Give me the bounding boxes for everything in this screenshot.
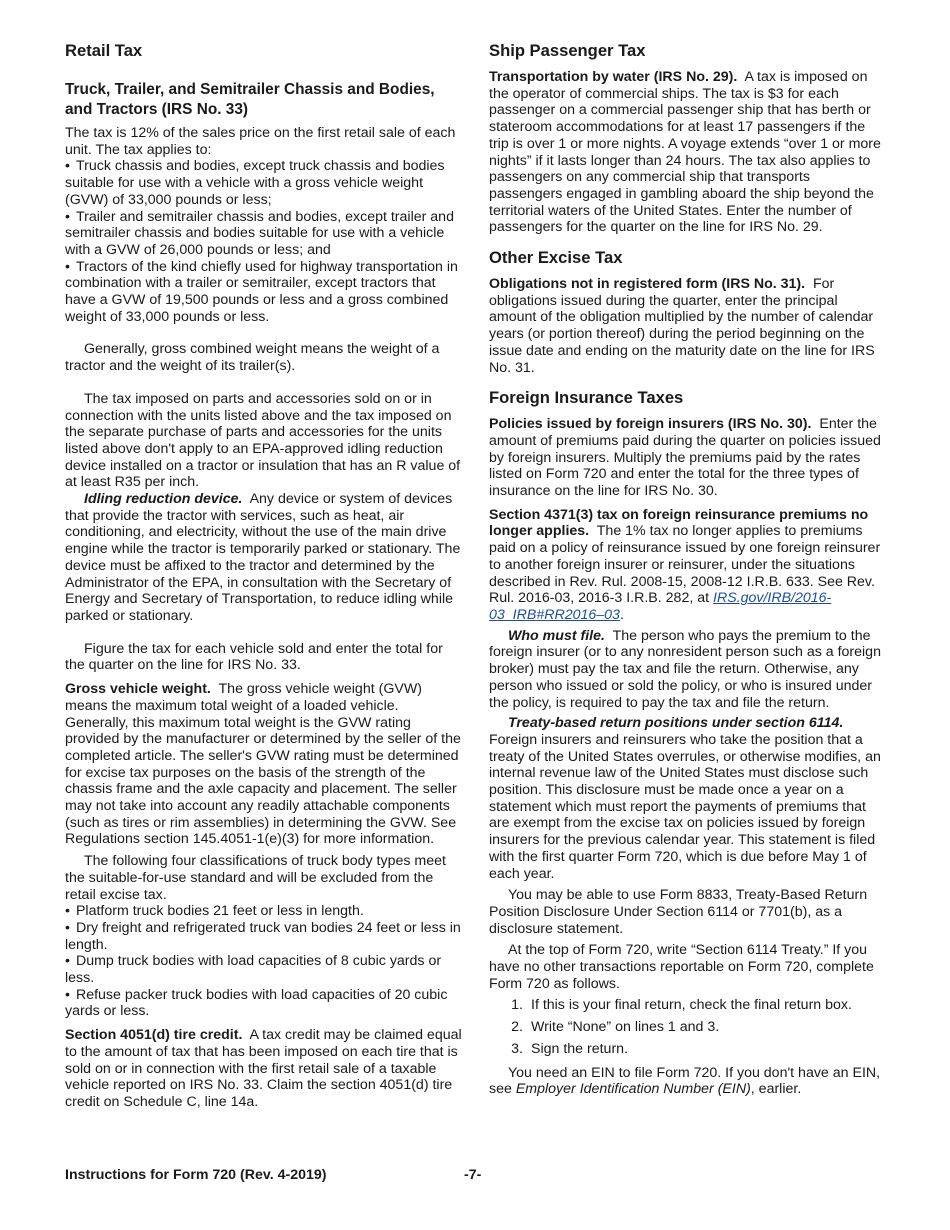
ein-text: You need an EIN to file Form 720. If you don't have an EIN, see — [489, 1064, 881, 1098]
reinsurance-end: . — [619, 606, 624, 623]
gvw-paragraph — [65, 681, 463, 848]
treaty-paragraph — [489, 715, 885, 882]
who-must-file-title: Who must file. — [508, 627, 605, 644]
ein-paragraph — [489, 1065, 885, 1098]
obligations-paragraph — [489, 276, 885, 376]
bullet-platform: • Platform truck bodies 21 feet or less in length. — [65, 903, 463, 920]
bullet-refuse-packer: • Refuse packer truck bodies with load capacities of 20 cubic yards or less. — [65, 987, 463, 1020]
ship-text: A tax is imposed on the operator of commercial ships. The tax is $3 for each passenger on a commercial passenger ship that has berth or stateroom accommodations for at least 17 passengers if the trip is over 1 or more nights. A voyage extends “over 1 or more nights” if it lasts longer than 24 hours. The tax also applies to passengers on any commercial ship that transports passengers engaged in gambling aboard the ship beyond the territorial waters of the United States. Enter the number of passengers for the quarter on the line for IRS No. 29. — [489, 69, 881, 236]
step-2 — [489, 1019, 885, 1036]
tire-credit-title: Section 4051(d) tire credit. — [65, 1027, 243, 1044]
classifications-intro: The following four classifications of truck body types meet the suitable-for-use standard and will be excluded from the retail excise tax. — [65, 853, 446, 903]
idling-paragraph — [65, 491, 463, 625]
ein-end: , earlier. — [750, 1081, 802, 1098]
top-of-form-paragraph: At the top of Form 720, write “Section 6114 Treaty.” If you have no other transactions reportable on Form 720, complete Form 720 as follows. — [489, 942, 874, 992]
tire-credit-paragraph — [65, 1027, 463, 1111]
reinsurance-paragraph — [489, 507, 885, 624]
bullet-dump-truck: • Dump truck bodies with load capacities of 8 cubic yards or less. — [65, 953, 463, 986]
foreign-insurance-heading: Foreign Insurance Taxes — [489, 388, 684, 408]
policies-paragraph — [489, 416, 885, 500]
irb-link[interactable]: IRS.gov/IRB/2016-03_IRB#RR2016–03 — [489, 590, 832, 623]
gvw-title: Gross vehicle weight. — [65, 681, 211, 698]
ship-title: Transportation by water (IRS No. 29). — [489, 69, 738, 85]
policies-title: Policies issued by foreign insurers (IRS No. 30). — [489, 416, 812, 433]
step-2-number: 2. — [511, 1019, 523, 1036]
ship-passenger-heading: Ship Passenger Tax — [489, 41, 646, 60]
bullet-truck-chassis: • Truck chassis and bodies, except truck chassis and bodies suitable for use with a vehicle with a gross vehicle weight (GVW) of 33,000 pounds or less; — [65, 158, 463, 208]
page-number: -7- — [464, 1167, 482, 1183]
step-2-text: Write “None” on lines 1 and 3. — [531, 1019, 720, 1036]
obligations-title: Obligations not in registered form (IRS No. 31). — [489, 276, 806, 293]
treaty-title: Treaty-based return positions under section 6114. — [508, 715, 844, 732]
bullet-dry-freight: • Dry freight and refrigerated truck van bodies 24 feet or less in length. — [65, 920, 463, 953]
step-1-text: If this is your final return, check the final return box. — [531, 997, 852, 1014]
bullet-trailer-chassis: • Trailer and semitrailer chassis and bodies, except trailer and semitrailer chassis and bodies suitable for use with a vehicle with a GVW of 26,000 pounds or less; and — [65, 209, 463, 259]
treaty-text: Foreign insurers and reinsurers who take the position that a treaty of the United States overrules, or otherwise modifies, an internal revenue law of the United States must disclose such position. This disclosure must be made once a year on a statement which must report the payments of premiums that are exempt from the excise tax on policies issued by foreign insurers for the previous calendar year. This statement is filed with the first quarter Form 720, which is due before May 1 of each year. — [489, 731, 881, 882]
step-3-text: Sign the return. — [531, 1040, 629, 1057]
left-column — [65, 40, 463, 1111]
tire-credit-text: A tax credit may be claimed equal to the amount of tax that has been imposed on each tire that is sold on or in connection with the first retail sale of a taxable vehicle reported on IRS No. 33. Claim the section 4051(d) tire credit on Schedule C, line 14a. — [65, 1027, 462, 1110]
who-must-file-text: The person who pays the premium to the foreign insurer (or to any nonresident person such as a foreign broker) must pay the tax and file the return. Otherwise, any person who issued or sold the policy, or who is insured under the policy, is required to pay the tax and file the return. — [489, 627, 881, 711]
form-8833-paragraph: You may be able to use Form 8833, Treaty-Based Return Position Disclosure Under Section 6114 or 7701(b), as a disclosure statement. — [489, 887, 868, 937]
other-excise-heading: Other Excise Tax — [489, 248, 623, 268]
bullet-tractors: • Tractors of the kind chiefly used for highway transportation in combination with a trailer or semitrailer, except tractors that have a GVW of 19,500 pounds or less and a gross combined weight of 33,000 pounds or less. — [65, 259, 463, 326]
gross-combined-weight-paragraph: Generally, gross combined weight means the weight of a tractor and the weight of its trailer(s). — [65, 341, 440, 375]
idling-title: Idling reduction device. — [84, 491, 243, 508]
retail-tax-heading: Retail Tax — [65, 41, 143, 60]
right-column — [489, 40, 885, 1098]
step-1-number: 1. — [511, 997, 523, 1014]
truck-section-heading: Truck, Trailer, and Semitrailer Chassis and Bodies, and Tractors (IRS No. 33) — [65, 81, 435, 118]
step-3 — [489, 1041, 885, 1058]
obligations-text: For obligations issued during the quarter, enter the principal amount of the obligation multiplied by the number of calendar years (or portion thereof) during the period beginning on the issue date and ending on the maturity date on the line for IRS No. 31. — [489, 276, 875, 376]
tax-intro: The tax is 12% of the sales price on the first retail sale of each unit. The tax applies to: — [65, 125, 456, 158]
idling-text: Any device or system of devices that provide the tractor with services, such as heat, air conditioning, and electricity, without the use of the main drive engine while the tractor is temporarily parked or stationary. The device must be affixed to the tractor and determined by the Administrator of the EPA, in consultation with the Secretary of Energy and Secretary of Transportation, to reduce idling while parked or stationary. — [65, 491, 461, 624]
reinsurance-text: The 1% tax no longer applies to premiums paid on a policy of reinsurance issued by one foreign reinsurer to another foreign insurer or reinsurer, under the situations described in Rev. Rul. 2008-15, 2008-12 I.R.B. 633. See Rev. Rul. 2016-03, 2016-3 I.R.B. 282, at — [489, 523, 881, 607]
ein-reference: Employer Identification Number (EIN) — [515, 1081, 751, 1098]
ship-paragraph — [489, 69, 885, 236]
parts-accessories-paragraph: The tax imposed on parts and accessories sold on or in connection with the units listed above and the tax imposed on the separate purchase of parts and accessories for the units listed above don't apply to an EPA-approved idling reduction device installed on a tractor or insulation that has an R value of at least R35 per inch. — [65, 390, 461, 491]
figure-tax-paragraph: Figure the tax for each vehicle sold and enter the total for the quarter on the line for IRS No. 33. — [65, 640, 443, 674]
reinsurance-title: Section 4371(3) tax on foreign reinsurance premiums no longer applies. — [489, 506, 869, 540]
gvw-text: The gross vehicle weight (GVW) means the maximum total weight of a loaded vehicle. Generally, this maximum total weight is the GVW rating provided by the manufacturer or determined by the seller of the completed article. The seller's GVW rating must be determined for excise tax purposes on the basis of the strength of the chassis frame and the axle capacity and placement. The seller may not take into account any readily attachable components (such as tires or rim assemblies) in determining the GVW. See Regulations section 145.4051-1(e)(3) for more information. — [65, 681, 461, 848]
who-must-file-paragraph — [489, 628, 885, 712]
policies-text: Enter the amount of premiums paid during the quarter on policies issued by foreign insurers. Multiply the premiums paid by the rates listed on Form 720 and enter the total for the three types of insurance on the line for IRS No. 30. — [489, 416, 881, 500]
step-1 — [489, 997, 885, 1014]
footer-form-title: Instructions for Form 720 (Rev. 4-2019) — [65, 1167, 327, 1183]
step-3-number: 3. — [511, 1040, 523, 1057]
